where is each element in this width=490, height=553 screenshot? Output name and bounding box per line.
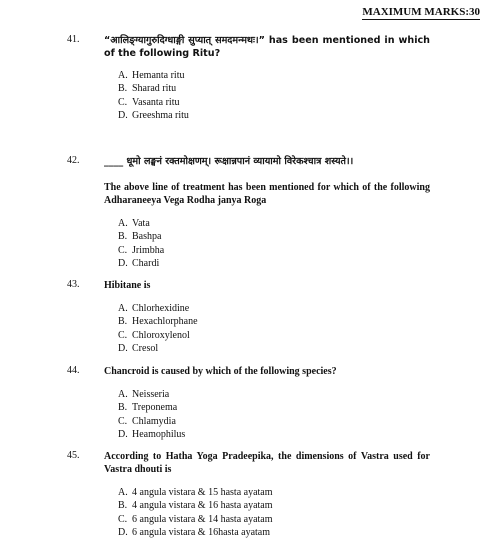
option-d[interactable]: D. Greeshma ritu <box>118 109 189 121</box>
option-d[interactable]: D. Cresol <box>118 342 159 354</box>
question-number: 45. <box>67 450 80 461</box>
options-list <box>118 302 198 355</box>
max-marks-header: MAXIMUM MARKS:30 <box>362 6 480 18</box>
question-number: 42. <box>67 155 80 166</box>
option-c[interactable]: C. Chlamydia <box>118 415 176 427</box>
options-list <box>118 217 164 270</box>
option-a[interactable]: A. Neisseria <box>118 389 170 400</box>
option-b[interactable]: B. Hexachlorphane <box>118 316 198 328</box>
option-a[interactable]: A. Hemanta ritu <box>118 70 185 81</box>
option-a[interactable]: A. Vata <box>118 218 150 229</box>
option-b[interactable]: B. Sharad ritu <box>118 83 177 95</box>
question-number: 41. <box>67 34 80 45</box>
sanskrit-line: ____ धूमो लङ्घनं रक्तमोक्षणम्। रूक्षान्नपानं व्यायामो विरेकश्चात्र शस्यते।। <box>104 156 354 167</box>
option-b[interactable]: B. Treponema <box>118 402 178 414</box>
option-c[interactable]: C. Vasanta ritu <box>118 96 180 108</box>
option-b[interactable]: B. Bashpa <box>118 231 162 243</box>
question-text: “आलिङ्ग्यागुरुदिग्धाङ्गी सुप्यात् समदमन्मथः।” has been mentioned in which of the following Ritu? <box>104 35 430 59</box>
option-b[interactable]: B. 4 angula vistara & 16 hasta ayatam <box>118 500 273 512</box>
option-d[interactable]: D. 6 angula vistara & 16hasta ayatam <box>118 526 271 538</box>
question-text: The above line of treatment has been mentioned for which of the following Adharaneeya Vega Rodha janya Roga <box>104 182 430 206</box>
option-c[interactable]: C. Chloroxylenol <box>118 329 190 341</box>
question-number: 43. <box>67 279 80 290</box>
option-c[interactable]: C. Jrimbha <box>118 244 165 256</box>
option-d[interactable]: D. Heamophilus <box>118 428 186 440</box>
options-list <box>118 486 273 539</box>
option-d[interactable]: D. Chardi <box>118 257 160 269</box>
options-list <box>118 388 185 441</box>
question-text: According to Hatha Yoga Pradeepika, the dimensions of Vastra used for Vastra dhouti is <box>104 451 430 475</box>
question-text: Chancroid is caused by which of the following species? <box>104 366 337 377</box>
question-text: Hibitane is <box>104 280 151 291</box>
option-c[interactable]: C. 6 angula vistara & 14 hasta ayatam <box>118 513 273 525</box>
option-a[interactable]: A. 4 angula vistara & 15 hasta ayatam <box>118 487 273 498</box>
options-list <box>118 69 189 122</box>
question-number: 44. <box>67 365 80 376</box>
option-a[interactable]: A. Chlorhexidine <box>118 303 190 314</box>
